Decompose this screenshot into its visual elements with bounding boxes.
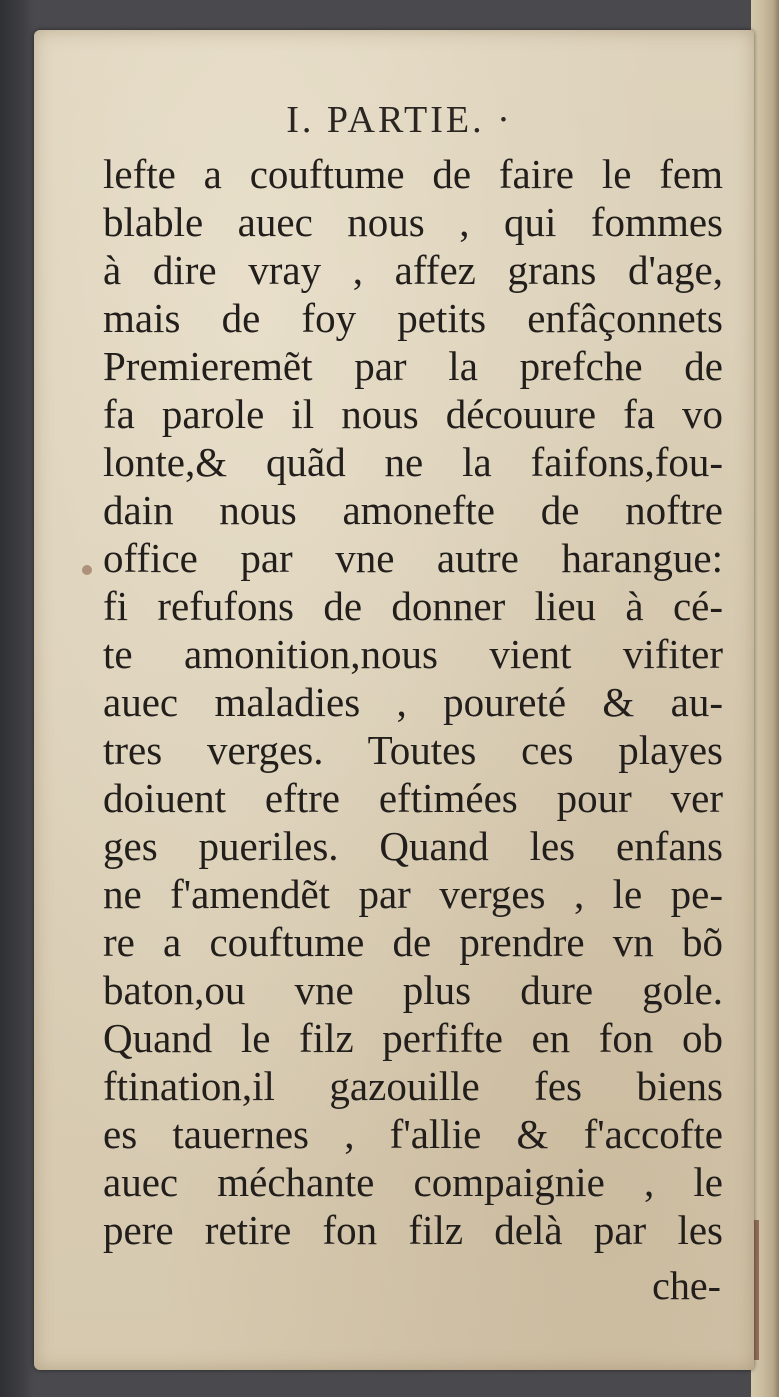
text-line: mais de foy petits enfâçonnets <box>103 295 723 341</box>
text-line: lonte,& quãd ne la faifons,fou- <box>103 439 723 485</box>
text-line: re a couftume de prendre vn bõ <box>103 919 723 965</box>
text-line: Premieremẽt par la prefche de <box>103 343 723 389</box>
text-line: ne f'amendẽt par verges , le pe- <box>103 871 723 917</box>
body-text <box>103 150 723 1254</box>
text-line: Quand le filz perfifte en fon ob <box>103 1015 723 1061</box>
ink-stain <box>82 565 92 575</box>
text-line: te amonition,nous vient vifiter <box>103 631 723 677</box>
text-line: dain nous amonefte de noftre <box>103 487 723 533</box>
text-line: office par vne autre harangue: <box>103 535 723 581</box>
text-line: es tauernes , f'allie & f'accofte <box>103 1111 723 1157</box>
text-line: à dire vray , affez grans d'age, <box>103 247 723 293</box>
text-line: lefte a couftume de faire le fem <box>103 151 723 197</box>
book-spine <box>751 0 779 1397</box>
text-line: auec méchante compaignie , le <box>103 1159 723 1205</box>
text-line: doiuent eftre eftimées pour ver <box>103 775 723 821</box>
text-line: fi refufons de donner lieu à cé- <box>103 583 723 629</box>
text-line: blable auec nous , qui fommes <box>103 199 723 245</box>
running-head: I. PARTIE. · <box>286 99 513 141</box>
text-line: pere retire fon filz delà par les <box>103 1207 723 1253</box>
catchword: che- <box>652 1263 721 1308</box>
text-line: tres verges. Toutes ces playes <box>103 727 723 773</box>
text-line: auec maladies , poureté & au- <box>103 679 723 725</box>
text-line: fa parole il nous découure fa vo <box>103 391 723 437</box>
text-line: ges pueriles. Quand les enfans <box>103 823 723 869</box>
text-line: baton,ou vne plus dure gole. <box>103 967 723 1013</box>
text-line: ftination,il gazouille fes biens <box>103 1063 723 1109</box>
